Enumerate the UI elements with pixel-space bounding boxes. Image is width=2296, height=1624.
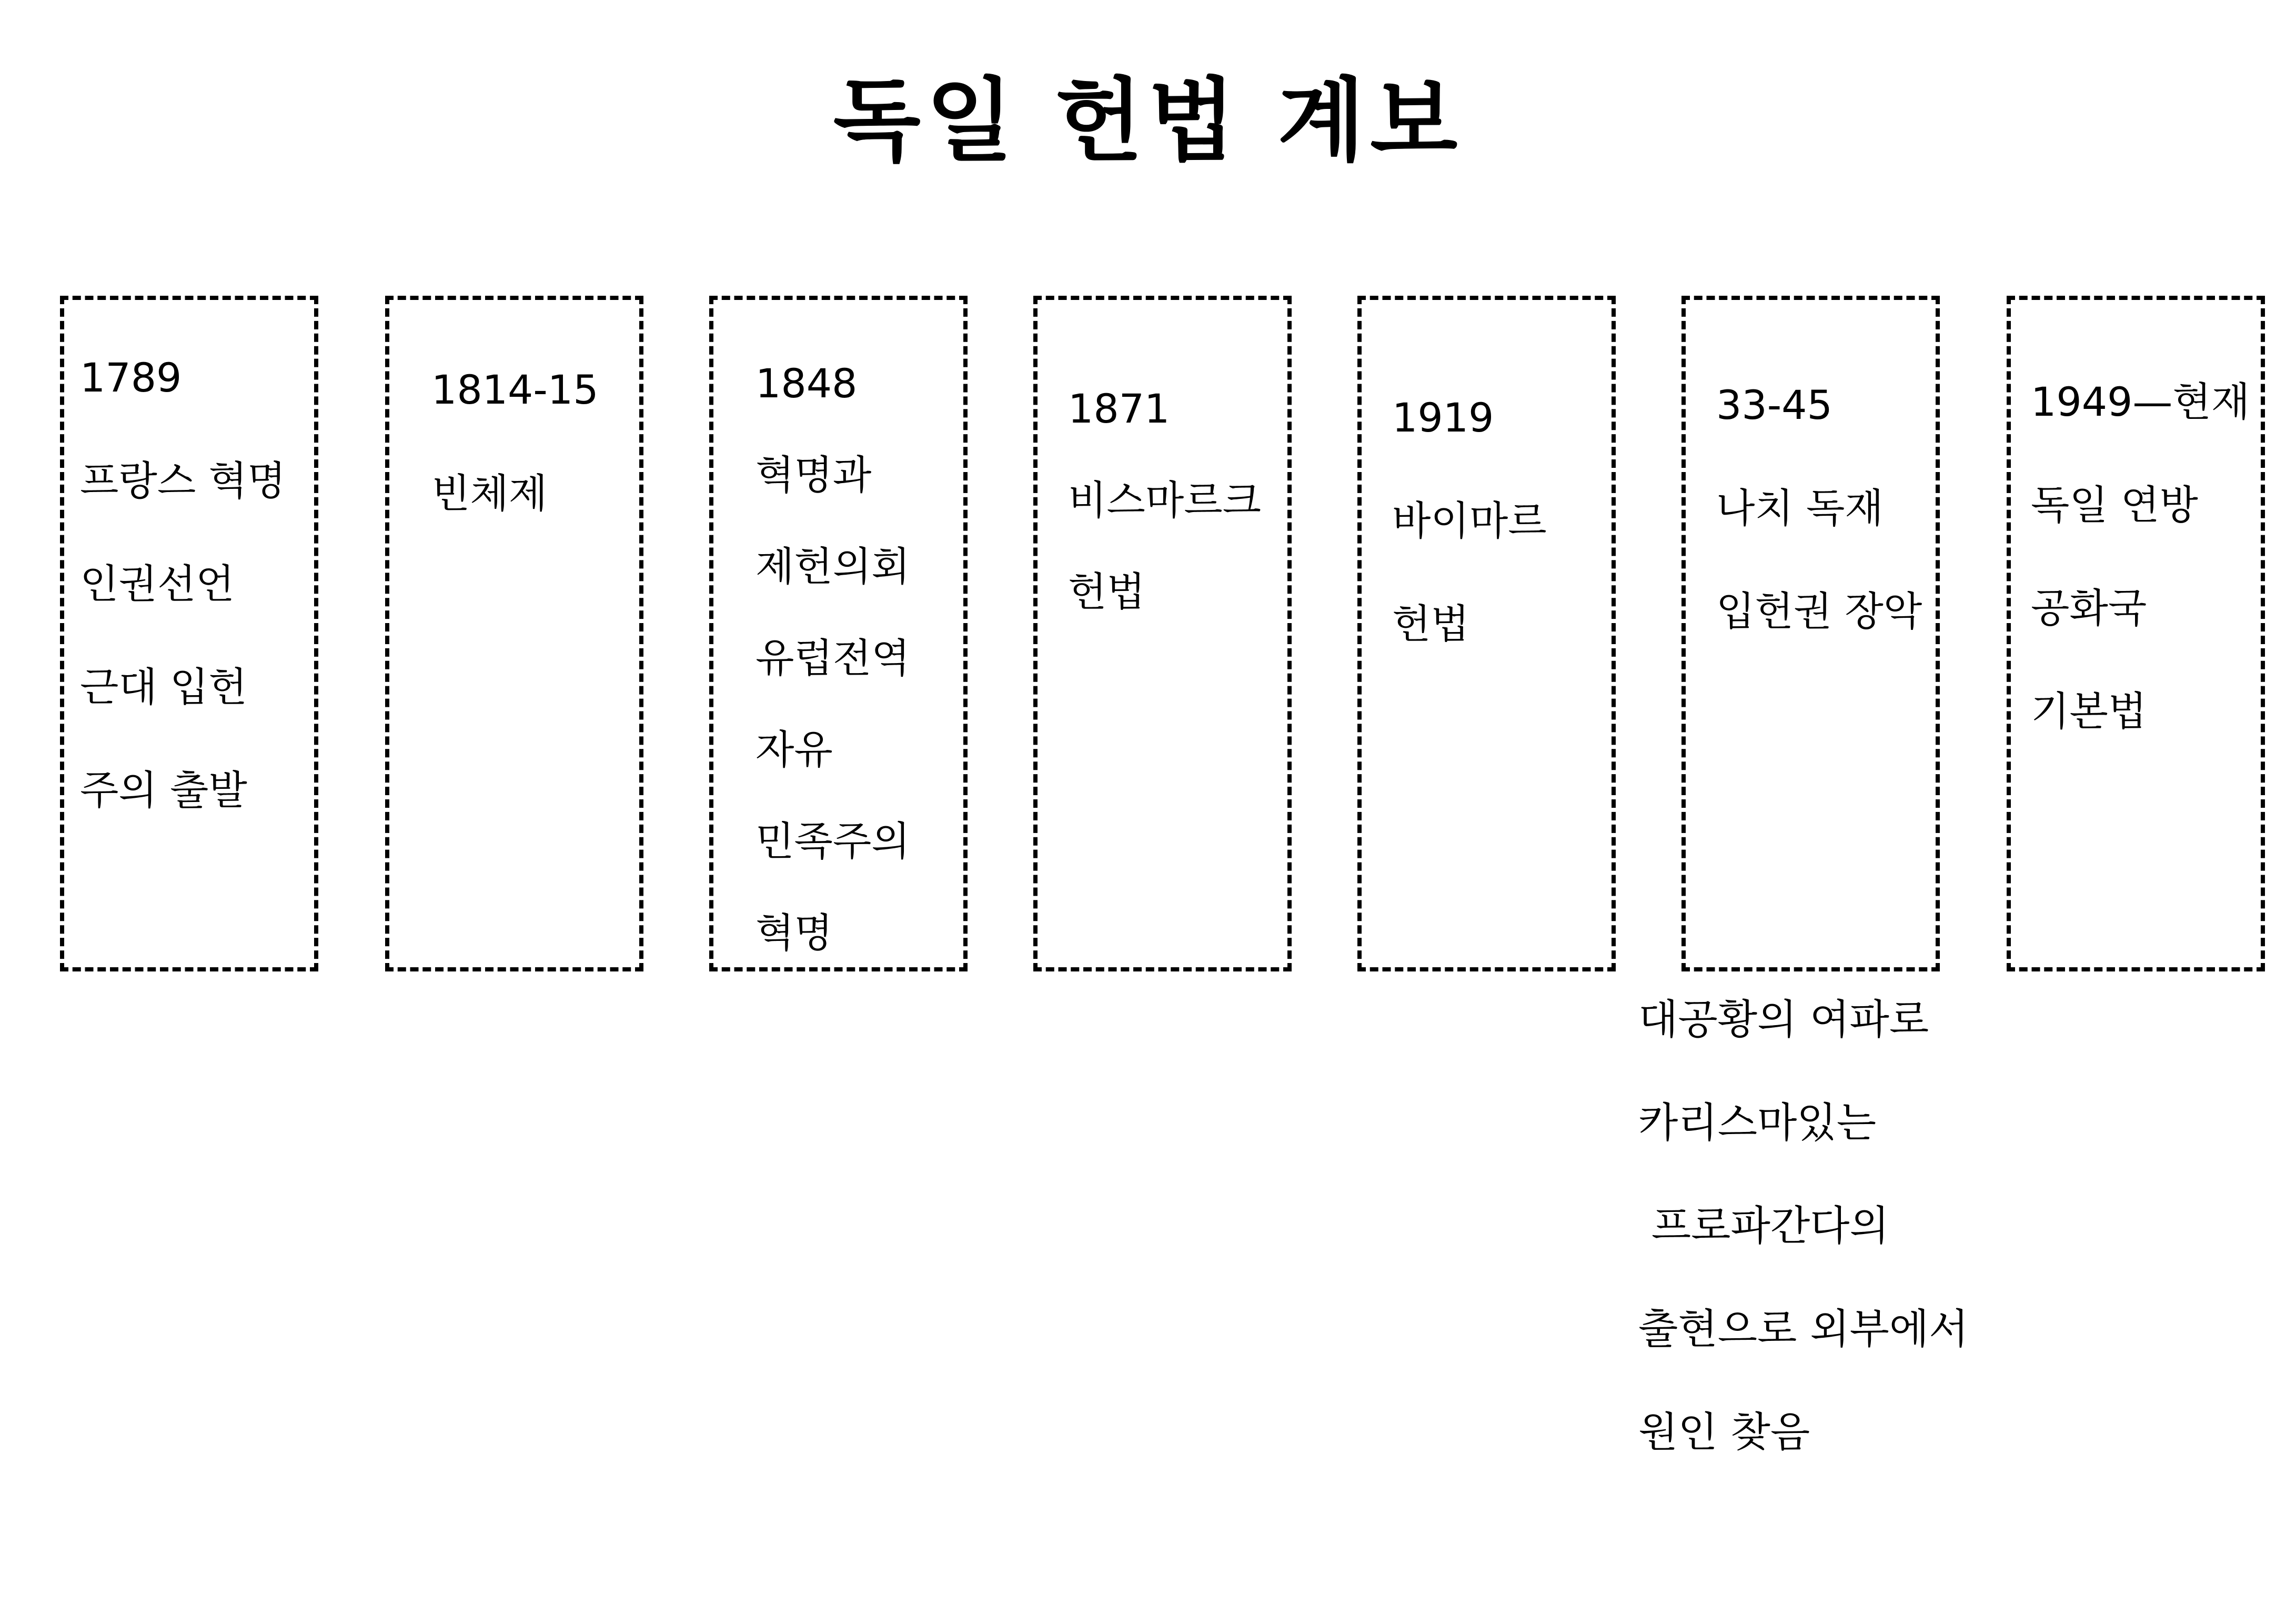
box-line: 혁명과 [756,452,872,498]
box-line: 근대 입헌 [80,664,247,710]
note-line: 카리스마있는 [1638,1099,1877,1147]
box-line: 빈체제 [431,470,548,517]
box-year: 1919 [1392,394,1494,441]
box-line: 기본법 [2031,688,2147,735]
box-text [1038,363,1287,638]
box-text [64,326,314,842]
box-line: 프랑스 혁명 [80,457,286,504]
box-year: 33-45 [1716,382,1832,428]
timeline-box-1933 [1681,296,1940,971]
box-line: 민족주의 [756,818,910,865]
timeline-box-1949 [2007,296,2265,971]
nazi-era-note [1638,968,1969,1484]
timeline-box-1789 [60,296,318,971]
timeline-box-1871 [1033,296,1292,971]
box-line: 주의 출발 [80,767,247,814]
box-line: 바이마르 [1392,497,1547,544]
box-line: 인권선언 [80,560,235,607]
box-year: 1814-15 [431,366,599,413]
note-line: 원인 찾음 [1638,1409,1810,1456]
box-text [1686,354,1936,663]
box-line: 공화국 [2031,585,2147,631]
box-year: 1789 [80,354,182,401]
box-line: 자유 [756,726,833,773]
box-text [2011,350,2261,763]
note-line: 대공황의 여파로 [1638,996,1929,1044]
diagram-title: 독일 헌법 계보 [833,68,1463,174]
box-line: 비스마르크 [1068,477,1262,524]
timeline-box-1848 [709,296,968,971]
box-year: 1848 [756,360,858,407]
box-line: 입헌권 장악 [1716,588,1922,635]
box-line: 나치 독재 [1716,485,1884,532]
box-year: 1871 [1068,385,1170,432]
box-line: 혁명 [756,909,833,956]
box-line: 유럽전역 [756,635,910,681]
note-line: 프로파간다의 [1638,1202,1889,1250]
box-text [389,338,639,545]
timeline-box-1919 [1357,296,1616,971]
box-line: 헌법 [1068,568,1145,615]
note-line: 출현으로 외부에서 [1638,1306,1969,1353]
timeline-box-1814 [385,296,643,971]
box-line: 독일 연방 [2031,482,2198,528]
box-text [713,338,963,979]
box-year: 1949—현재 [2031,378,2250,425]
box-line: 제헌의회 [756,543,910,590]
box-line: 헌법 [1392,600,1469,647]
box-text [1362,366,1612,676]
